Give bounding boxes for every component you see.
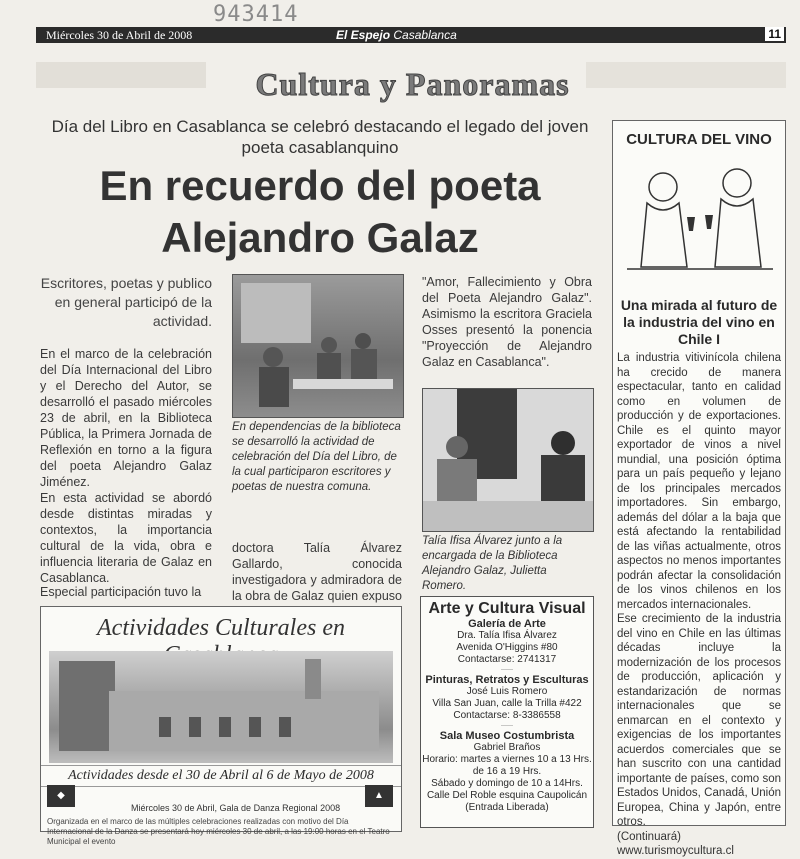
article-paragraph-2: En esta actividad se abordó desde distintas miradas y contextos, la importancia cultural de la vida, obra e influencia literaria de Galaz en Casablanca. [40,491,212,585]
paper-title: El Espejo [336,28,391,42]
paper-city: Casablanca [393,28,457,42]
gallery-2-owner: José Luis Romero [466,686,548,697]
actividades-box [40,606,402,846]
gallery-2-address: Villa San Juan, calle la Trilla #422 [432,698,582,709]
gallery-2-contact: Contactarse: 8-3386558 [453,710,561,721]
church-illustration [49,651,393,763]
wine-continue: (Continuará) [617,830,681,843]
article-subtitle: Día del Libro en Casablanca se celebró destacando el legado del joven poeta casablanquino [51,117,589,157]
arte-cultura-box [420,596,594,828]
museum-name: Sala Museo Costumbrista [439,730,575,742]
wine-url[interactable]: www.turismoycultura.cl [617,845,734,857]
museum-owner: Gabriel Braños [473,742,541,753]
church-photo [49,651,393,763]
actividades-title: Actividades Culturales en [97,615,345,641]
gallery-1-name: Galería de Arte [468,618,546,630]
library-photo-illustration [233,275,403,417]
library-event-photo [232,274,404,418]
museum-weekend: Sábado y domingo de 10 a 14Hrs. [431,778,583,789]
handwritten-stamp: 943414 [213,2,299,27]
separator: —— [501,723,513,729]
article-paragraph-5: "Amor, Fallecimiento y Obra del Poeta Alejandro Galaz". Asimismo la escritora Graciela Osses presentó la ponencia "Proyección de Alejandro Galaz en Casablanca". [422,275,592,369]
gallery-2-name: Pinturas, Retratos y Esculturas [425,674,589,686]
actividades-dates: Actividades desde el 30 de Abril al 6 de Mayo de 2008 [41,765,401,787]
wine-toast-cartoon [627,157,773,281]
actividades-event: Miércoles 30 de Abril, Gala de Danza Regional 2008 [131,803,341,813]
faded-left-column [36,62,206,88]
gallery-1-address: Avenida O'Higgins #80 [456,642,558,653]
faded-right-column [586,62,786,88]
photo1-caption: En dependencias de la biblioteca se desarrolló la actividad de celebración del Día del Libro, de la cual participaron escritores y poetas de nuestra comuna. [232,421,401,493]
page-number: 11 [765,27,784,41]
issue-date: Miércoles 30 de Abril de 2008 [46,28,193,42]
culture-logo: ▲ [365,785,393,807]
page-header-bar [36,27,786,43]
wine-column-subtitle: Una mirada al futuro de la industria del vino en Chile I [620,297,778,347]
newspaper-name [336,28,457,42]
wine-paragraph-1: La industria vitivinícola chilena ha crecido de manera espectacular, tanto en calidad como en volumen de producción y de exportaciones. Chile es el quinto mayor exportador de vinos a nivel mundial, una posición óptima para un país pequeño y lejano de los principales mercados importadores. Sin embargo, además del dólar a la baja que está afectando la rentabilidad de las viñas actualmente, otros aspectos no menos importantes podrán afectar la consolidación de los vinos chilenos en los mercados internacionales. [617,352,781,611]
museum-address: Calle Del Roble esquina Caupolicán [426,790,588,801]
museum-hours: Horario: martes a viernes 10 a 13 Hrs. de 16 a 19 Hrs. [422,754,592,777]
article-headline: En recuerdo del poeta Alejandro Galaz [99,162,541,261]
municipality-logo: ◆ [47,785,75,807]
museum-entry: (Entrada Liberada) [465,802,549,813]
article-paragraph-4: doctora Talía Álvarez Gallardo, conocida investigadora y admiradora de la obra de Galaz quien expuso [232,541,402,603]
article-paragraph-3: Especial participación tuvo la [40,585,202,599]
wine-column-title: CULTURA DEL VINO [626,131,772,148]
photo2-caption: Talía Ifisa Álvarez junto a la encargada de la Biblioteca Alejandro Galaz, Julietta Romero. [422,535,563,592]
arte-title: Arte y Cultura Visual [428,600,586,617]
gallery-1-owner: Dra. Talía Ifisa Álvarez [457,630,557,641]
article-paragraph-1: En el marco de la celebración del Día Internacional del Libro y el Derecho del Autor, se desarrolló el pasado miércoles 23 de abril, en la Biblioteca Pública, la Primera Jornada de Reflexión en torno a la figura del poeta Alejandro Galaz Jiménez. [40,347,212,489]
separator: —— [501,667,513,673]
gallery-1-contact: Contactarse: 2741317 [457,654,557,665]
actividades-detail: Organizada en el marco de las múltiples celebraciones realizadas con motivo del Día Internacional de la Danza se presentará hoy miércoles 30 de abril, a las 19:00 horas en el Teatro Municipal el evento [47,817,390,846]
wine-column-text [617,351,781,859]
speakers-photo [422,388,594,532]
wine-paragraph-2: Ese crecimiento de la industria del vino en Chile en las últimas décadas incluye la modernización de los procesos de producción, aplicación y estandarización de normas internacionales que se enmarcan en el contexto y exigencias de los importantes acuerdos comerciales que se han suscrito con una cantidad importante de países, como son Estados Unidos, Canadá, Unión Europea, China y Japón, entre otros. [617,613,781,828]
section-title: Cultura y Panoramas [255,66,570,102]
article-intro: Escritores, poetas y publico en general participó de la actividad. [40,275,212,329]
wine-culture-column [612,120,786,857]
speakers-photo-illustration [423,389,593,531]
